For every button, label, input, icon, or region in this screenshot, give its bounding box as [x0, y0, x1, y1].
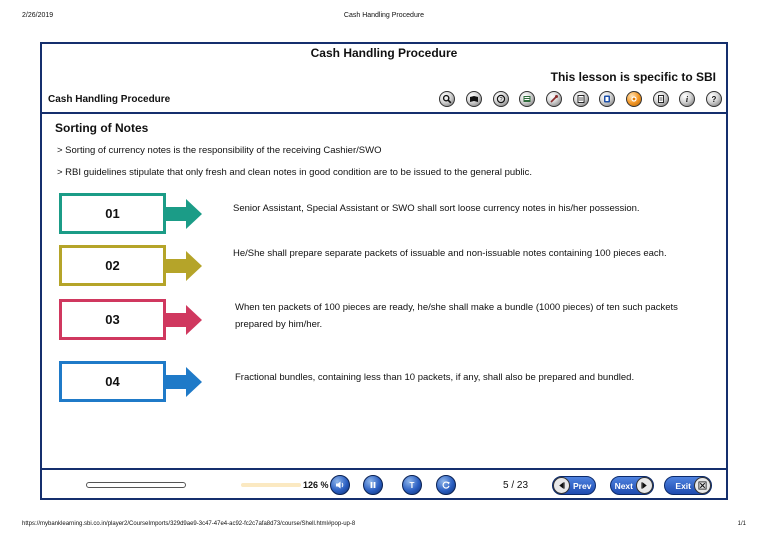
course-title: Cash Handling Procedure: [310, 46, 458, 60]
tools-icon[interactable]: [546, 91, 562, 107]
svg-text:?: ?: [498, 97, 503, 103]
svg-text:i: i: [686, 95, 689, 104]
library-icon[interactable]: [519, 91, 535, 107]
print-icon[interactable]: [653, 91, 669, 107]
zoom-level: 126 %: [303, 480, 329, 490]
certificate-icon[interactable]: [626, 91, 642, 107]
arrow-right-icon: [166, 367, 202, 397]
search-icon[interactable]: [439, 91, 455, 107]
arrow-right-icon: [166, 199, 202, 229]
header-divider: [42, 112, 726, 114]
close-icon: [694, 477, 711, 494]
print-url: https://mybanklearning.sbi.co.in/player2/CourseImports/329d9ae9-3c47-47e4-ac92-fc2c7afa8d73/course/Shell.html#pop-up-8: [22, 521, 356, 527]
book-icon[interactable]: [466, 91, 482, 107]
page-counter: 5 / 23: [503, 480, 529, 491]
exit-button[interactable]: [664, 476, 712, 495]
svg-text:?: ?: [711, 95, 717, 104]
help-index-icon[interactable]: [493, 91, 509, 107]
step-number-box: 01: [59, 193, 166, 234]
exit-label: Exit: [675, 480, 691, 491]
toolbar: [428, 91, 722, 107]
progress-bar: [86, 482, 186, 488]
help-icon[interactable]: [706, 91, 722, 107]
step-number-box: 02: [59, 245, 166, 286]
replay-icon[interactable]: [436, 475, 456, 495]
bookmark-icon[interactable]: [599, 91, 615, 107]
module-name: Cash Handling Procedure: [48, 94, 171, 105]
notes-icon[interactable]: [573, 91, 589, 107]
svg-text:T: T: [409, 481, 415, 490]
print-date: 2/26/2019: [22, 12, 54, 19]
info-icon[interactable]: [679, 91, 695, 107]
next-label: Next: [614, 480, 633, 491]
step-number-box: 03: [59, 299, 166, 340]
arrow-right-icon: [166, 305, 202, 335]
next-button[interactable]: [610, 476, 654, 495]
next-arrow-icon: [636, 477, 653, 494]
step-text: Fractional bundles, containing less than 10 packets, if any, shall also be prepared and bundled.: [235, 372, 635, 383]
prev-arrow-icon: [553, 477, 570, 494]
step-text: Senior Assistant, Special Assistant or SWO shall sort loose currency notes in his/her possession.: [233, 203, 640, 214]
audio-icon[interactable]: [330, 475, 350, 495]
bullet-point: > RBI guidelines stipulate that only fresh and clean notes in good condition are to be issued to the general public.: [57, 167, 533, 178]
step-number-box: 04: [59, 361, 166, 402]
step-text: He/She shall prepare separate packets of issuable and non-issuable notes containing 100 pieces each.: [233, 248, 667, 259]
prev-button[interactable]: [552, 476, 596, 495]
course-player: [40, 42, 728, 500]
step-text: When ten packets of 100 pieces are ready, he/she shall make a bundle (1000 pieces) of ten such packets prepared by him/her.: [235, 302, 678, 330]
lesson-note: This lesson is specific to SBI: [550, 70, 716, 84]
print-page-number: 1/1: [737, 521, 746, 527]
section-title: Sorting of Notes: [55, 121, 149, 135]
prev-label: Prev: [573, 480, 592, 491]
volume-slider[interactable]: [241, 483, 301, 487]
transcript-icon[interactable]: [402, 475, 422, 495]
pause-icon[interactable]: [363, 475, 383, 495]
arrow-right-icon: [166, 251, 202, 281]
bullet-point: > Sorting of currency notes is the responsibility of the receiving Cashier/SWO: [57, 145, 382, 156]
print-title: Cash Handling Procedure: [343, 12, 425, 19]
footer-divider: [42, 468, 726, 470]
